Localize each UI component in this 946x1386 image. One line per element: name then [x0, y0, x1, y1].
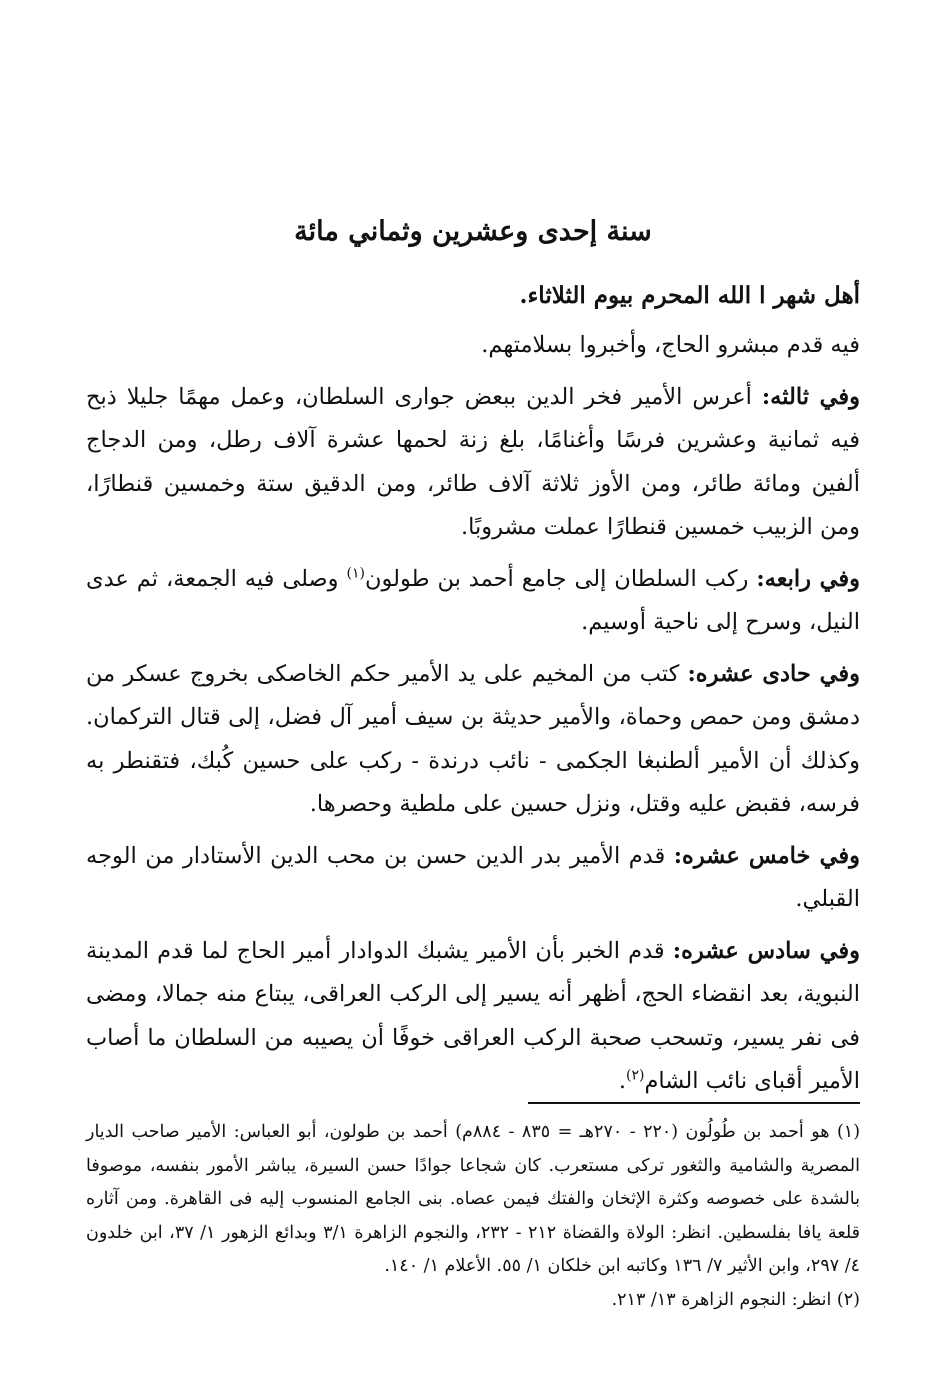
footnote-ref-2[interactable]: (٢) — [626, 1067, 645, 1084]
footnote-divider — [528, 1102, 860, 1104]
paragraph-text-after: . — [618, 1068, 627, 1094]
paragraph-sixteenth — [86, 930, 860, 1104]
opening-line: أهل شهر ا الله المحرم بيوم الثلاثاء. — [519, 282, 860, 309]
paragraph-fourth — [86, 558, 860, 645]
paragraph-lead: وفي رابعه: — [756, 565, 860, 592]
paragraph-text: ركب السلطان إلى جامع أحمد بن طولون — [364, 565, 757, 592]
footnote-ref-1[interactable]: (١) — [346, 565, 365, 581]
paragraph-eleventh — [86, 653, 860, 827]
paragraph-lead: وفي حادى عشره: — [687, 660, 860, 687]
paragraph-text: قدم الخبر بأن الأمير يشبك الدوادار أمير الحاج لما قدم المدينة النبوية، بعد انقضاء الحج، أظهر أنه يسير إلى الركب العراقى، يبتاع منه جمالا، ومضى فى نفر يسير، وتسحب صحبة الركب العراقى خوفًا أن يصيبه من السلطان ما أصاب الأمير أقباى نائب الشام — [86, 937, 860, 1094]
footnote-1: (١) هو أحمد بن طُولُون (٢٢٠ - ٢٧٠هـ = ٨٣٥ - ٨٨٤م) أحمد بن طولون، أبو العباس: الأمير صاحب الديار المصرية والشامية والثغور تركى مستعرب. كان شجاعا جوادًا حسن السيرة، يباشر الأمور بنفسه، موصوفا بالشدة على خصوصه وكثرة الإثخان والفتك فيمن عصاه. بنى الجامع المنسوب إليه فى القاهرة. ومن آثاره قلعة يافا بفلسطين. انظر: الولاة والقضاة ٢١٢ - ٢٣٢، والنجوم الزاهرة ٣/١ وبدائع الزهور ١/ ٣٧، ابن خلدون ٤/ ٢٩٧، وابن الأثير ٧/ ١٣٦ وكاتبه ابن خلكان ١/ ٥٥. الأعلام ١/ ١٤٠. — [86, 1122, 861, 1276]
paragraph-lead: وفي ثالثه: — [761, 383, 861, 410]
paragraph-text: أعرس الأمير فخر الدين ببعض جوارى السلطان، وعمل مهمًا جليلا ذبح فيه ثمانية وعشرين فرسًا وأغنامًا، بلغ زنة لحمها عشرة آلاف رطل، ومن الدجاج ألفين ومائة طائر، ومن الأوز ثلاثة آلاف طائر، ومن الدقيق ستة وخمسين قنطارًا، ومن الزبيب خمسين قنطارًا عملت مشروبًا. — [86, 383, 860, 540]
paragraph-text: كتب من المخيم على يد الأمير حكم الخاصكى بخروج عسكر من دمشق ومن حمص وحماة، والأمير حديثة بن سيف أمير آل فضل، إلى قتال التركمان. وكذلك أن الأمير ألطنبغا الجكمى - نائب درندة - ركب على حسين كُبك، فتقنطر به فرسه، فقبض عليه وقتل، ونزل حسين على ملطية وحصرها. — [86, 660, 860, 817]
footnote-2: (٢) انظر: النجوم الزاهرة ١٣/ ٢١٣. — [611, 1289, 860, 1310]
paragraph-lead: وفي سادس عشره: — [672, 937, 860, 964]
paragraph-fifteenth — [86, 835, 860, 922]
page-body — [86, 210, 860, 1112]
paragraph-arrival — [86, 324, 860, 368]
paragraph-third — [86, 376, 860, 550]
paragraph-lead: وفي خامس عشره: — [673, 842, 860, 869]
paragraph-text: قدم الأمير بدر الدين حسن بن محب الدين الأستادار من الوجه القبلي. — [86, 842, 860, 912]
paragraph-text: فيه قدم مبشرو الحاج، وأخبروا بسلامتهم. — [481, 332, 860, 358]
paragraph-text-after: وصلى فيه الجمعة، ثم عدى النيل، وسرح إلى ناحية أوسيم. — [86, 565, 860, 635]
page-title: سنة إحدى وعشرين وثماني مائة — [294, 216, 652, 247]
footnotes — [86, 1116, 860, 1317]
